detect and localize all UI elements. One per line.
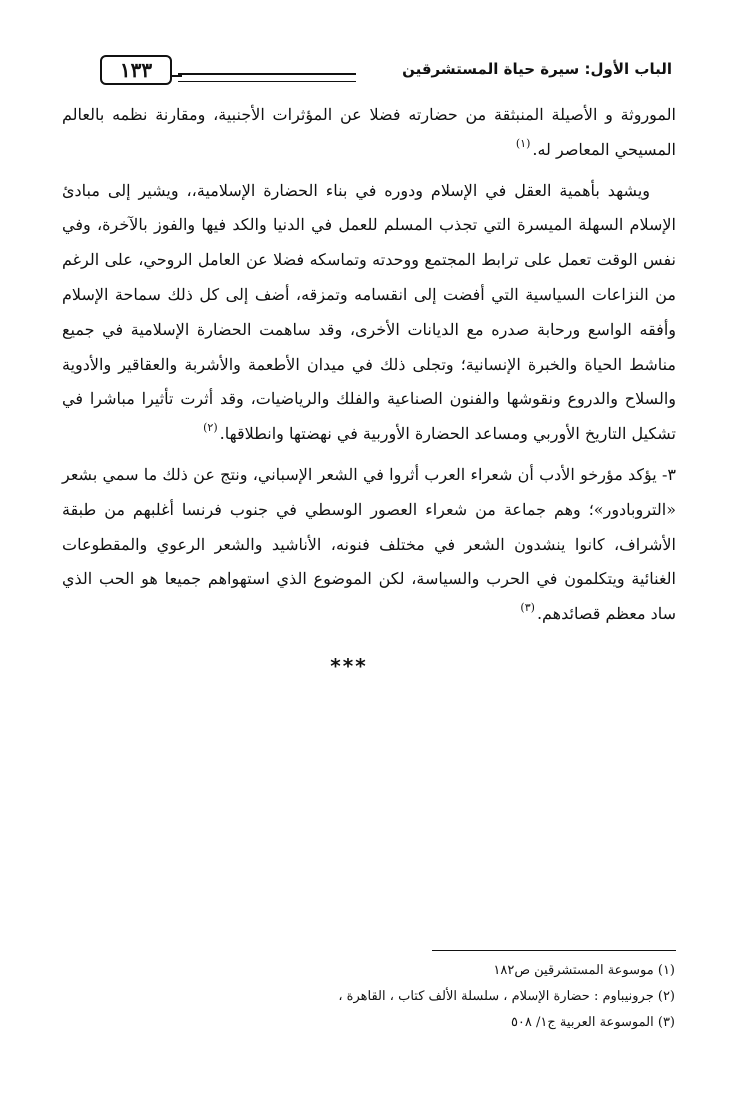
- footnote-reference: (٣): [520, 601, 535, 615]
- main-text: [62, 98, 676, 678]
- footnote-2: (٢) جرونيباوم : حضارة الإسلام ، سلسلة الألف كتاب ، القاهرة ،: [338, 989, 675, 1004]
- footnote-1: (١) موسوعة المستشرقين ص١٨٢: [493, 963, 675, 978]
- page-number: ١٣٣: [100, 55, 172, 85]
- paragraph-text: ويشهد بأهمية العقل في الإسلام ودوره في بناء الحضارة الإسلامية،، ويشير إلى مبادئ الإسلام السهلة الميسرة التي تجذب المسلم للعمل في الدنيا والكد فيها والفوز بالآخرة، وفي نفس الوقت تعمل على ترابط المجتمع ووحدته وتماسكه فضلا عن العامل الروحي، على الرغم من النزاعات السياسية التي أفضت إلى انقسامه وتمزقه، أضف إلى كل ذلك سماحة الإسلام وأفقه الواسع ورحابة صدره مع الديانات الأخرى، وقد ساهمت الحضارة الإسلامية في جميع مناشط الحياة والخبرة الإنسانية؛ وتجلى ذلك في ميدان الأطعمة والأشربة والعقاقير والأدوية والسلاح والدروع ونقوشها والفنون الصناعية والفلك والرياضيات، وقد أثرت تأثيرا مباشرا في تشكيل التاريخ الأوربي ومساعد الحضارة الأوربية في نهضتها وانطلاقها.: [62, 180, 677, 444]
- footnote-reference: (١): [515, 136, 531, 150]
- header-rule: [178, 73, 356, 82]
- section-ornament: ***: [330, 653, 368, 678]
- chapter-title: الباب الأول: سيرة حياة المستشرقين: [402, 60, 672, 78]
- paragraph-text: الموروثة و الأصيلة المنبثقة من حضارته فضلا عن المؤثرات الأجنبية، ومقارنة نظمه بالعالم المسيحي المعاصر له.: [62, 105, 676, 159]
- footnote-separator: [432, 950, 676, 951]
- footnote-3: (٣) الموسوعة العربية ج١/ ٥٠٨: [510, 1015, 675, 1030]
- paragraph-text: ٣- يؤكد مؤرخو الأدب أن شعراء العرب أثروا في الشعر الإسباني، ونتج عن ذلك ما سمي بشعر «التروبادور»؛ وهم جماعة من شعراء العصور الوسطي في جنوب فرنسا أغلبهم من طبقة الأشراف، كانوا ينشدون الشعر في مختلف فنونه، الأناشيد والشعر الرعوي والمقطوعات الغنائية ويتكلمون في الحرب والسياسة، لكن الموضوع الذي استهواهم جميعا هو الحب الذي ساد معظم قصائدهم.: [62, 464, 676, 624]
- footnotes: [275, 958, 675, 1036]
- paragraph-troubadour: [62, 458, 676, 634]
- paragraph-islamic-civilization: [62, 174, 676, 454]
- running-header: [100, 46, 672, 86]
- paragraph-continuation: [62, 98, 676, 170]
- footnote-reference: (٢): [203, 421, 218, 435]
